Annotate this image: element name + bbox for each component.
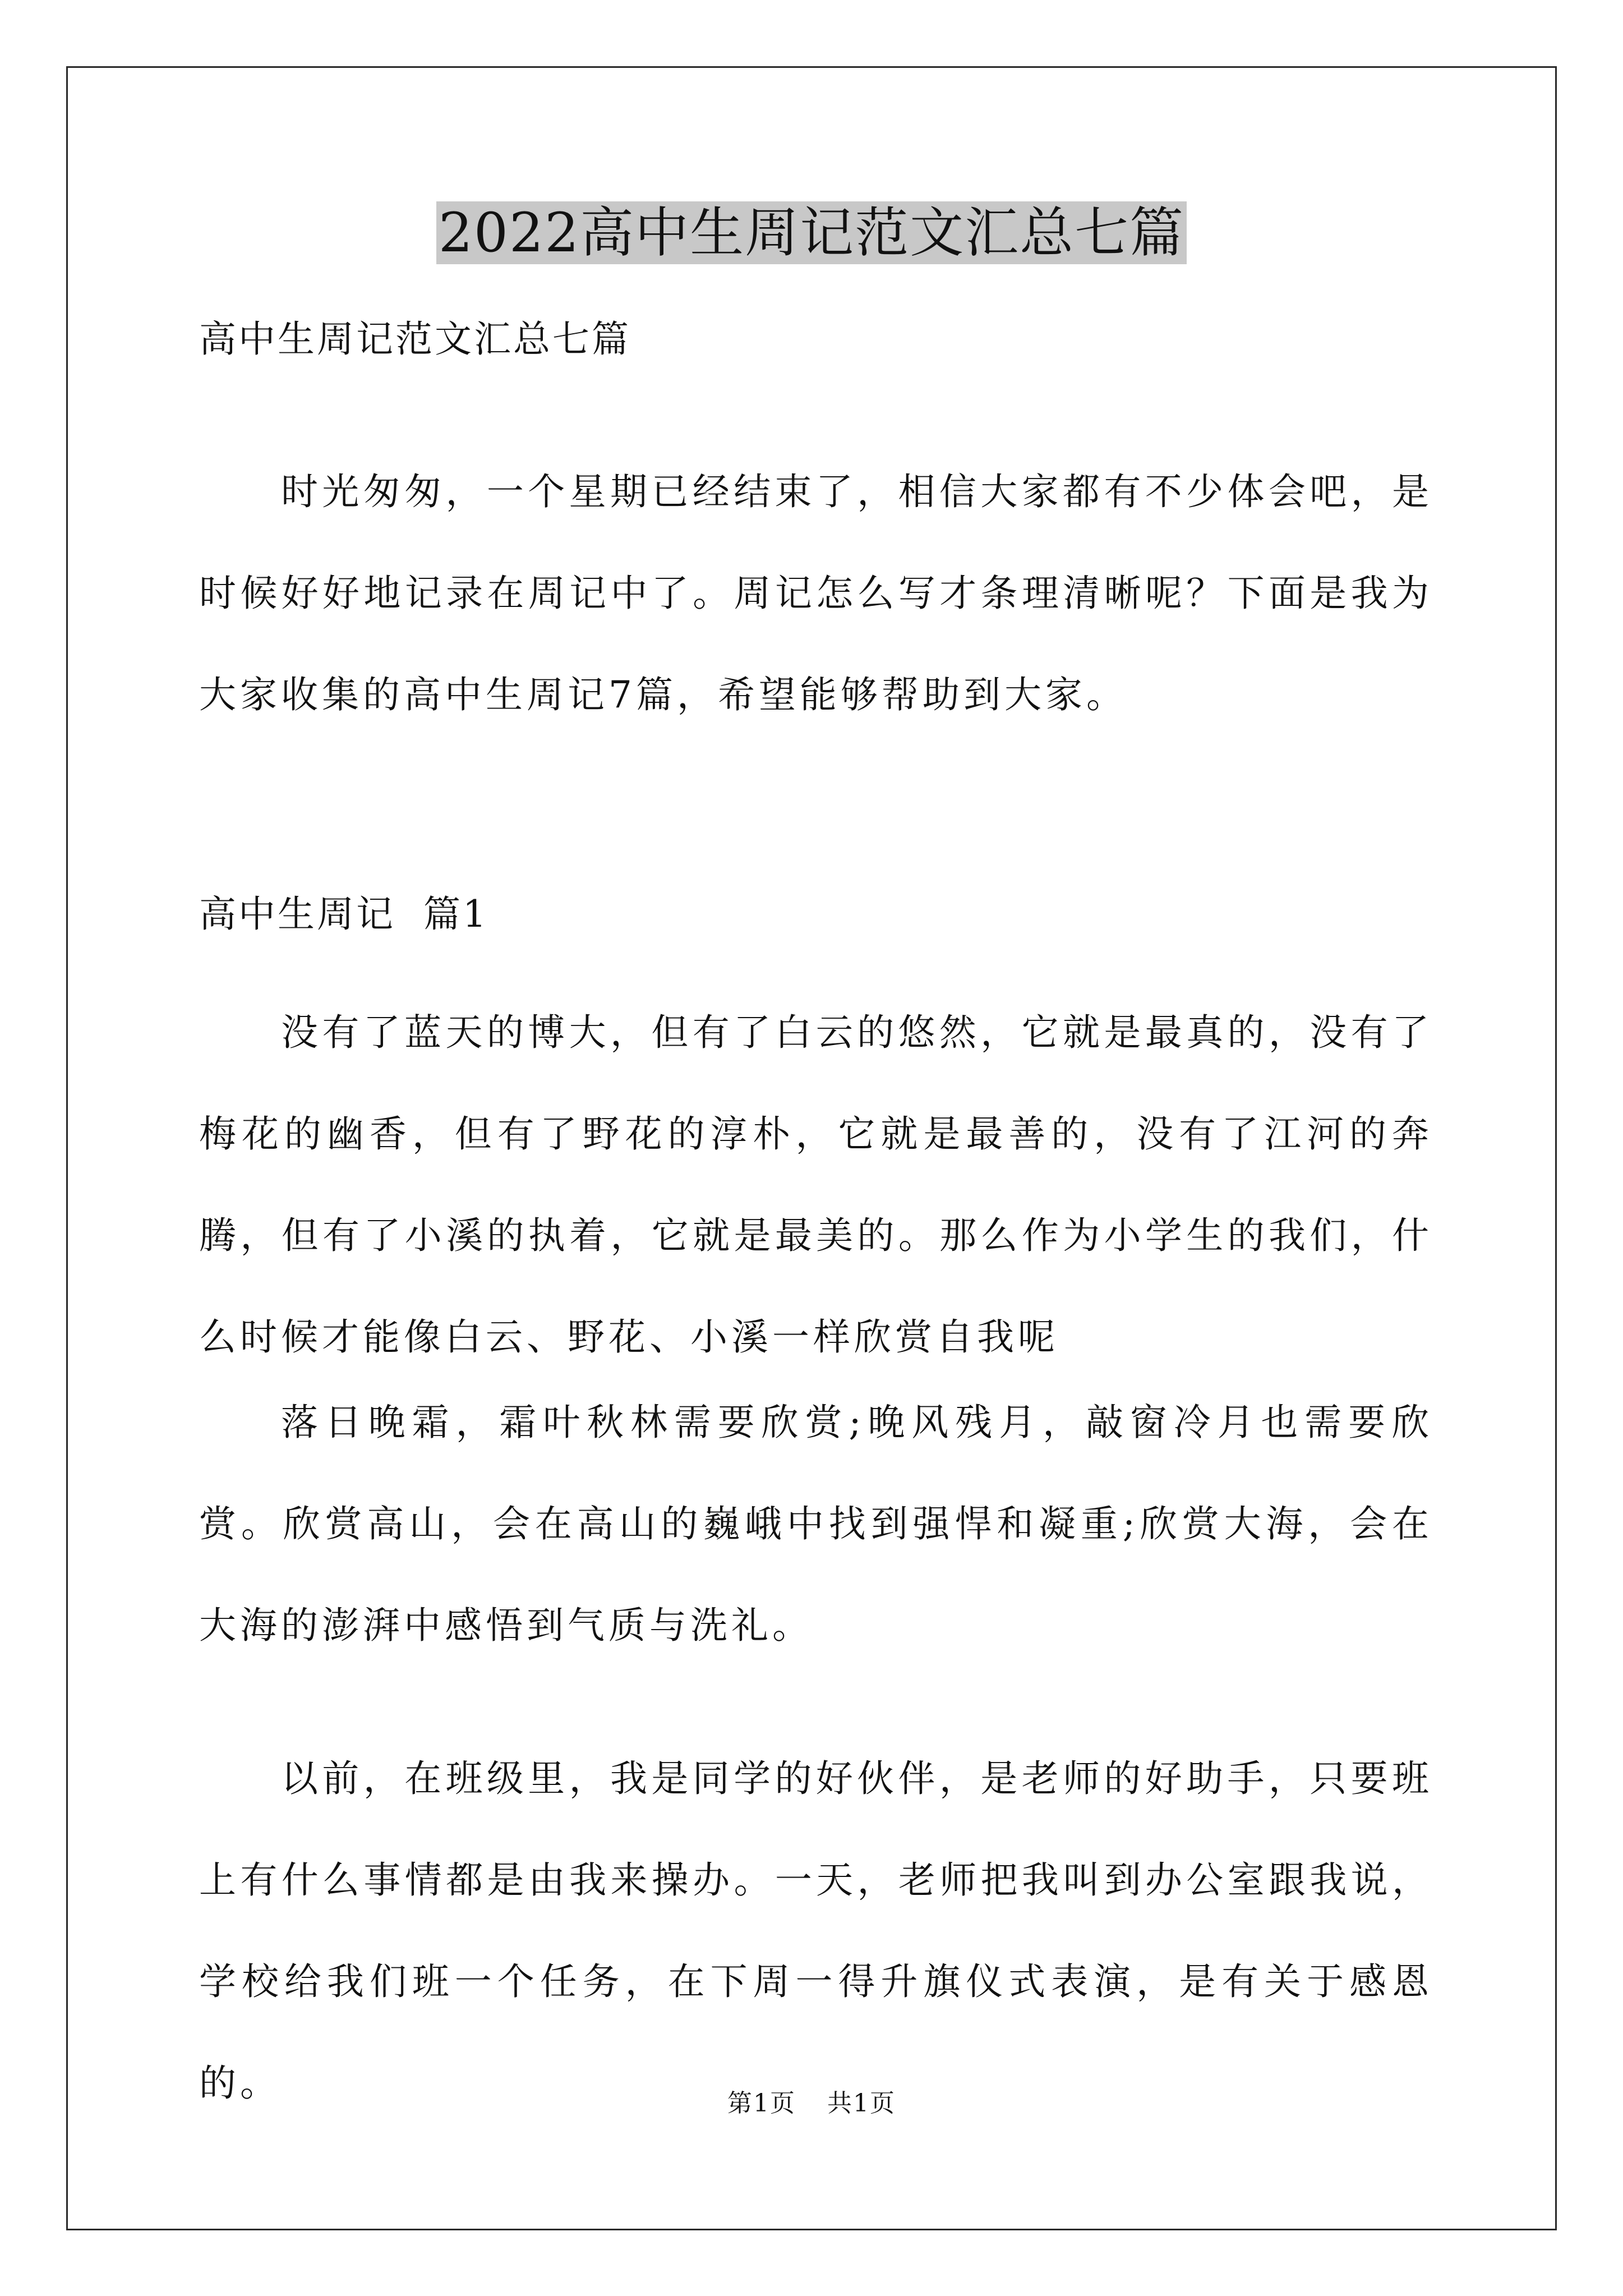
page-footer [0, 2087, 1623, 2120]
body-paragraph-3: 以前，在班级里，我是同学的好伙伴，是老师的好助手，只要班上有什么事情都是由我来操办。一天，老师把我叫到办公室跟我说，学校给我们班一个任务，在下周一得升旗仪式表演，是有关于感恩的。 [199, 1757, 1433, 2105]
body-paragraph-2: 落日晚霜，霜叶秋林需要欣赏;晚风残月，敲窗冷月也需要欣赏。欣赏高山，会在高山的巍峨中找到强悍和凝重;欣赏大海，会在大海的澎湃中感悟到气质与洗礼。 [199, 1401, 1433, 1647]
page-number-current: 第1页 [727, 2089, 796, 2118]
intro-paragraph: 时光匆匆，一个星期已经结束了，相信大家都有不少体会吧，是时候好好地记录在周记中了。周记怎么写才条理清晰呢？下面是我为大家收集的高中生周记7篇，希望能够帮助到大家。 [199, 470, 1433, 716]
page-number-total: 共1页 [827, 2089, 896, 2118]
document-subtitle: 高中生周记范文汇总七篇 [199, 318, 631, 361]
document-title-text: 2022高中生周记范文汇总七篇 [436, 201, 1187, 264]
section-heading: 高中生周记 篇1 [199, 892, 488, 936]
body-paragraph-1: 没有了蓝天的博大，但有了白云的悠然，它就是最真的，没有了梅花的幽香，但有了野花的淳朴，它就是最善的，没有了江河的奔腾，但有了小溪的执着，它就是最美的。那么作为小学生的我们，什么时候才能像白云、野花、小溪一样欣赏自我呢 [199, 1011, 1433, 1359]
document-title [0, 194, 1623, 272]
